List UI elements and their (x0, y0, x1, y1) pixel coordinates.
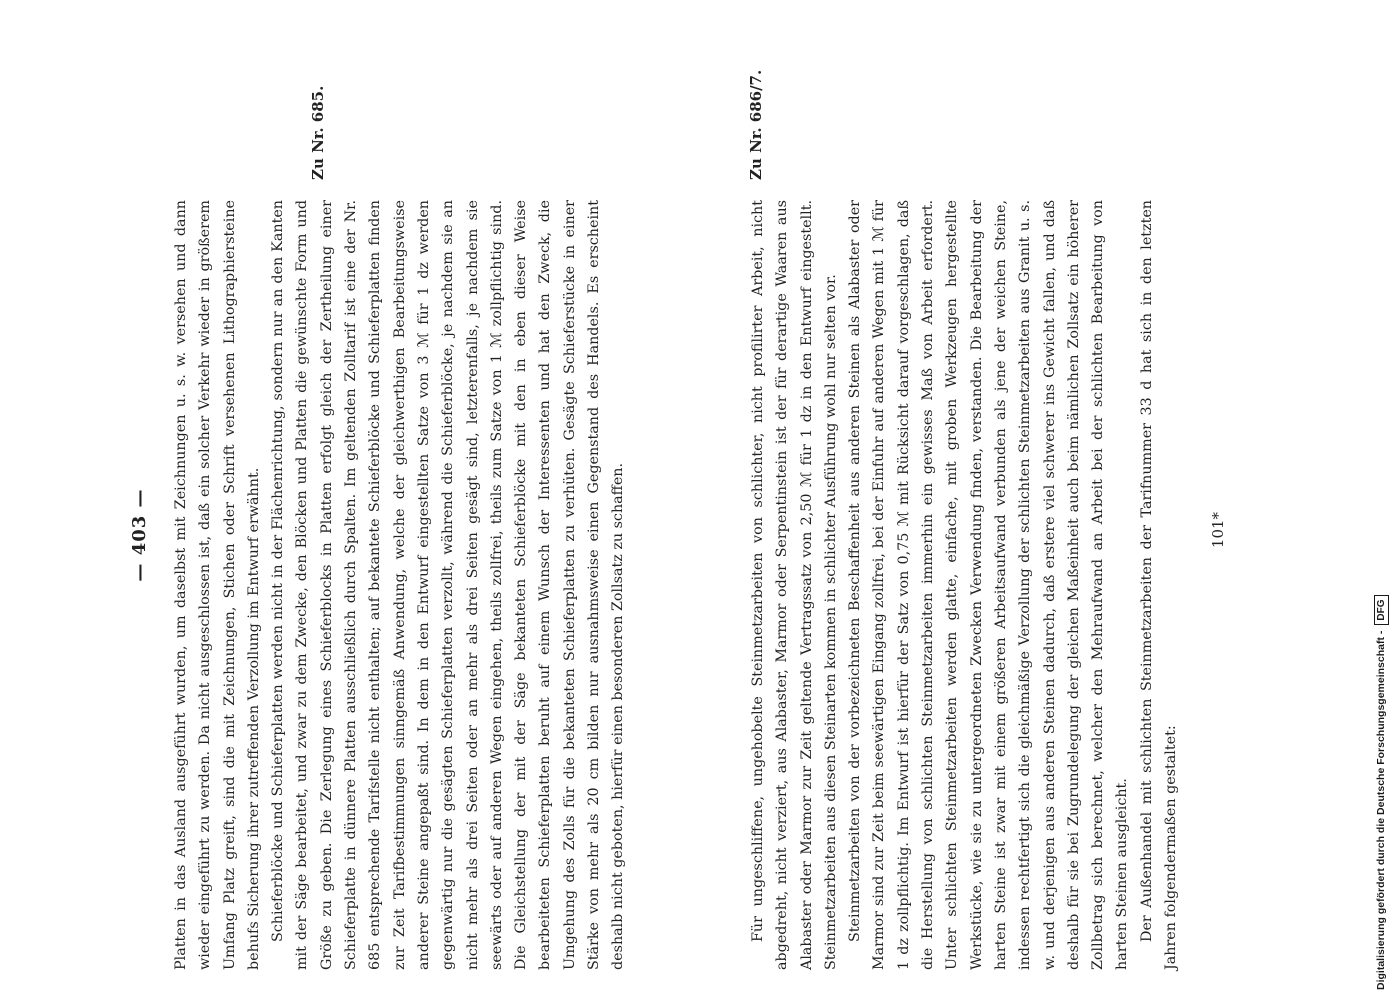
paragraph-685-2: Schieferblöcke und Schieferplatten werden nicht in der Flächenrichtung, sondern nur an den Kanten mit der Säge bearbeitet, und zwar zu dem Zwecke, den Blöcken und Platten die gewünschte Form und Größe zu geben. Die Zerlegung eines Schieferblocks in Platten erfolgt gleich der Zertheilung einer Schieferplatte in dünnere Platten ausschließlich durch Spalten. Im geltenden Zolltarif ist eine der Nr. 685 entsprechende Tarifstelle nicht enthalten; auf bekantete Schieferblöcke und Schieferplatten finden zur Zeit Tarifbestimmungen sinngemäß Anwendung, welche der gleichwerthigen Bearbeitungsweise anderer Steine angepaßt sind. In dem in den Entwurf eingestellten Satze von 3 ℳ für 1 dz werden gegenwärtig nur die gesägten Schieferplatten verzollt, während die Schieferblöcke, je nachdem sie an nicht mehr als drei Seiten oder an mehr als drei Seiten gesägt sind, letzterenfalls, je nachdem sie seewärts oder auf anderen Wegen eingehen, theils zollfrei, theils zum Satze von 1 ℳ zollpflichtig sind. Die Gleichstellung der mit der Säge bekanteten Schieferblöcke mit den in eben dieser Weise bearbeiteten Schieferplatten beruht auf einem Wunsch der Interessenten und hat den Zweck, die Umgehung des Zolls für die bekanteten Schieferplatten zu verhüten. Gesägte Schieferstücke in einer Stärke von mehr als 20 cm bilden nur ausnahmsweise einen Gegenstand des Handels. Es erscheint deshalb nicht geboten, hierfür einen besonderen Zollsatz zu schaffen. (270, 200, 627, 970)
paragraph-686-1: Für ungeschliffene, ungehobelte Steinmetzarbeiten von schlichter, nicht profilirter Arbeit, nicht abgedreht, nicht verziert, aus Alabaster, Marmor oder Serpentinstein ist der für derartige Waaren aus Alabaster oder Marmor zur Zeit geltende Vertragssatz von 2,50 ℳ für 1 dz in den Entwurf eingestellt. Steinmetzarbeiten aus diesen Steinarten kommen in schlichter Ausführung wohl nur selten vor. (750, 200, 839, 970)
dfg-logo: DFG (1374, 596, 1389, 625)
section-heading-686: Zu Nr. 686/7. (747, 69, 765, 180)
section-heading-685: Zu Nr. 685. (309, 85, 327, 180)
paragraph-685-1: Platten in das Ausland ausgeführt wurden, um daselbst mit Zeichnungen u. s. w. versehen und dann wieder eingeführt zu werden. Da nicht ausgeschlossen ist, daß ein solcher Verkehr wieder in größerem Umfang Platz greift, sind die mit Zeichnungen, Stichen oder Schrift versehenen Lithographiersteine behufs Sicherung ihrer zutreffenden Verzollung im Entwurf erwähnt. (173, 200, 262, 970)
paragraph-686-2: Steinmetzarbeiten von der vorbezeichneten Beschaffenheit aus anderen Steinen als Alabaster oder Marmor sind zur Zeit beim seewärtigen Eingang zollfrei, bei der Einfuhr auf anderen Wegen mit 1 ℳ für 1 dz zollpflichtig. Im Entwurf ist hierfür der Satz von 0,75 ℳ mit Rücksicht darauf vorgeschlagen, daß die Herstellung von schlichten Steinmetzarbeiten immerhin ein gewisses Maß von Arbeit erfordert. Unter schlichten Steinmetzarbeiten werden glatte, einfache, mit groben Werkzeugen hergestellte Werkstücke, wie sie zu untergeordneten Zwecken Verwendung finden, verstanden. Die Bearbeitung der harten Steine ist zwar mit einem größeren Arbeitsaufwand verbunden als jene der weichen Steine, indessen rechtfertigt sich die gleichmäßige Verzollung der schlichten Steinmetzarbeiten aus Granit u. s. w. und derjenigen aus anderen Steinen dadurch, daß erstere viel schwerer ins Gewicht fallen, und daß deshalb für sie bei Zugrundelegung der gleichen Maßeinheit auch beim nämlichen Zollsatz ein höherer Zollbetrag sich berechnet, welcher den Mehraufwand an Arbeit bei der schlichten Bearbeitung von harten Steinen ausgleicht. (847, 200, 1131, 970)
page-number: — 403 — (129, 488, 150, 582)
signature-mark: 101* (1209, 511, 1227, 549)
rotated-document-page (129, 30, 1249, 970)
section-685-body (169, 200, 631, 970)
digitization-attribution (1369, 10, 1393, 990)
attribution-text: Digitalisierung gefördert durch die Deutsche Forschungsgemeinschaft - (1375, 630, 1387, 990)
section-686-body (746, 200, 1183, 970)
paragraph-686-3: Der Außenhandel mit schlichten Steinmetzarbeiten der Tarifnummer 33 d hat sich in den letzten Jahren folgendermaßen gestaltet: (1138, 200, 1180, 970)
